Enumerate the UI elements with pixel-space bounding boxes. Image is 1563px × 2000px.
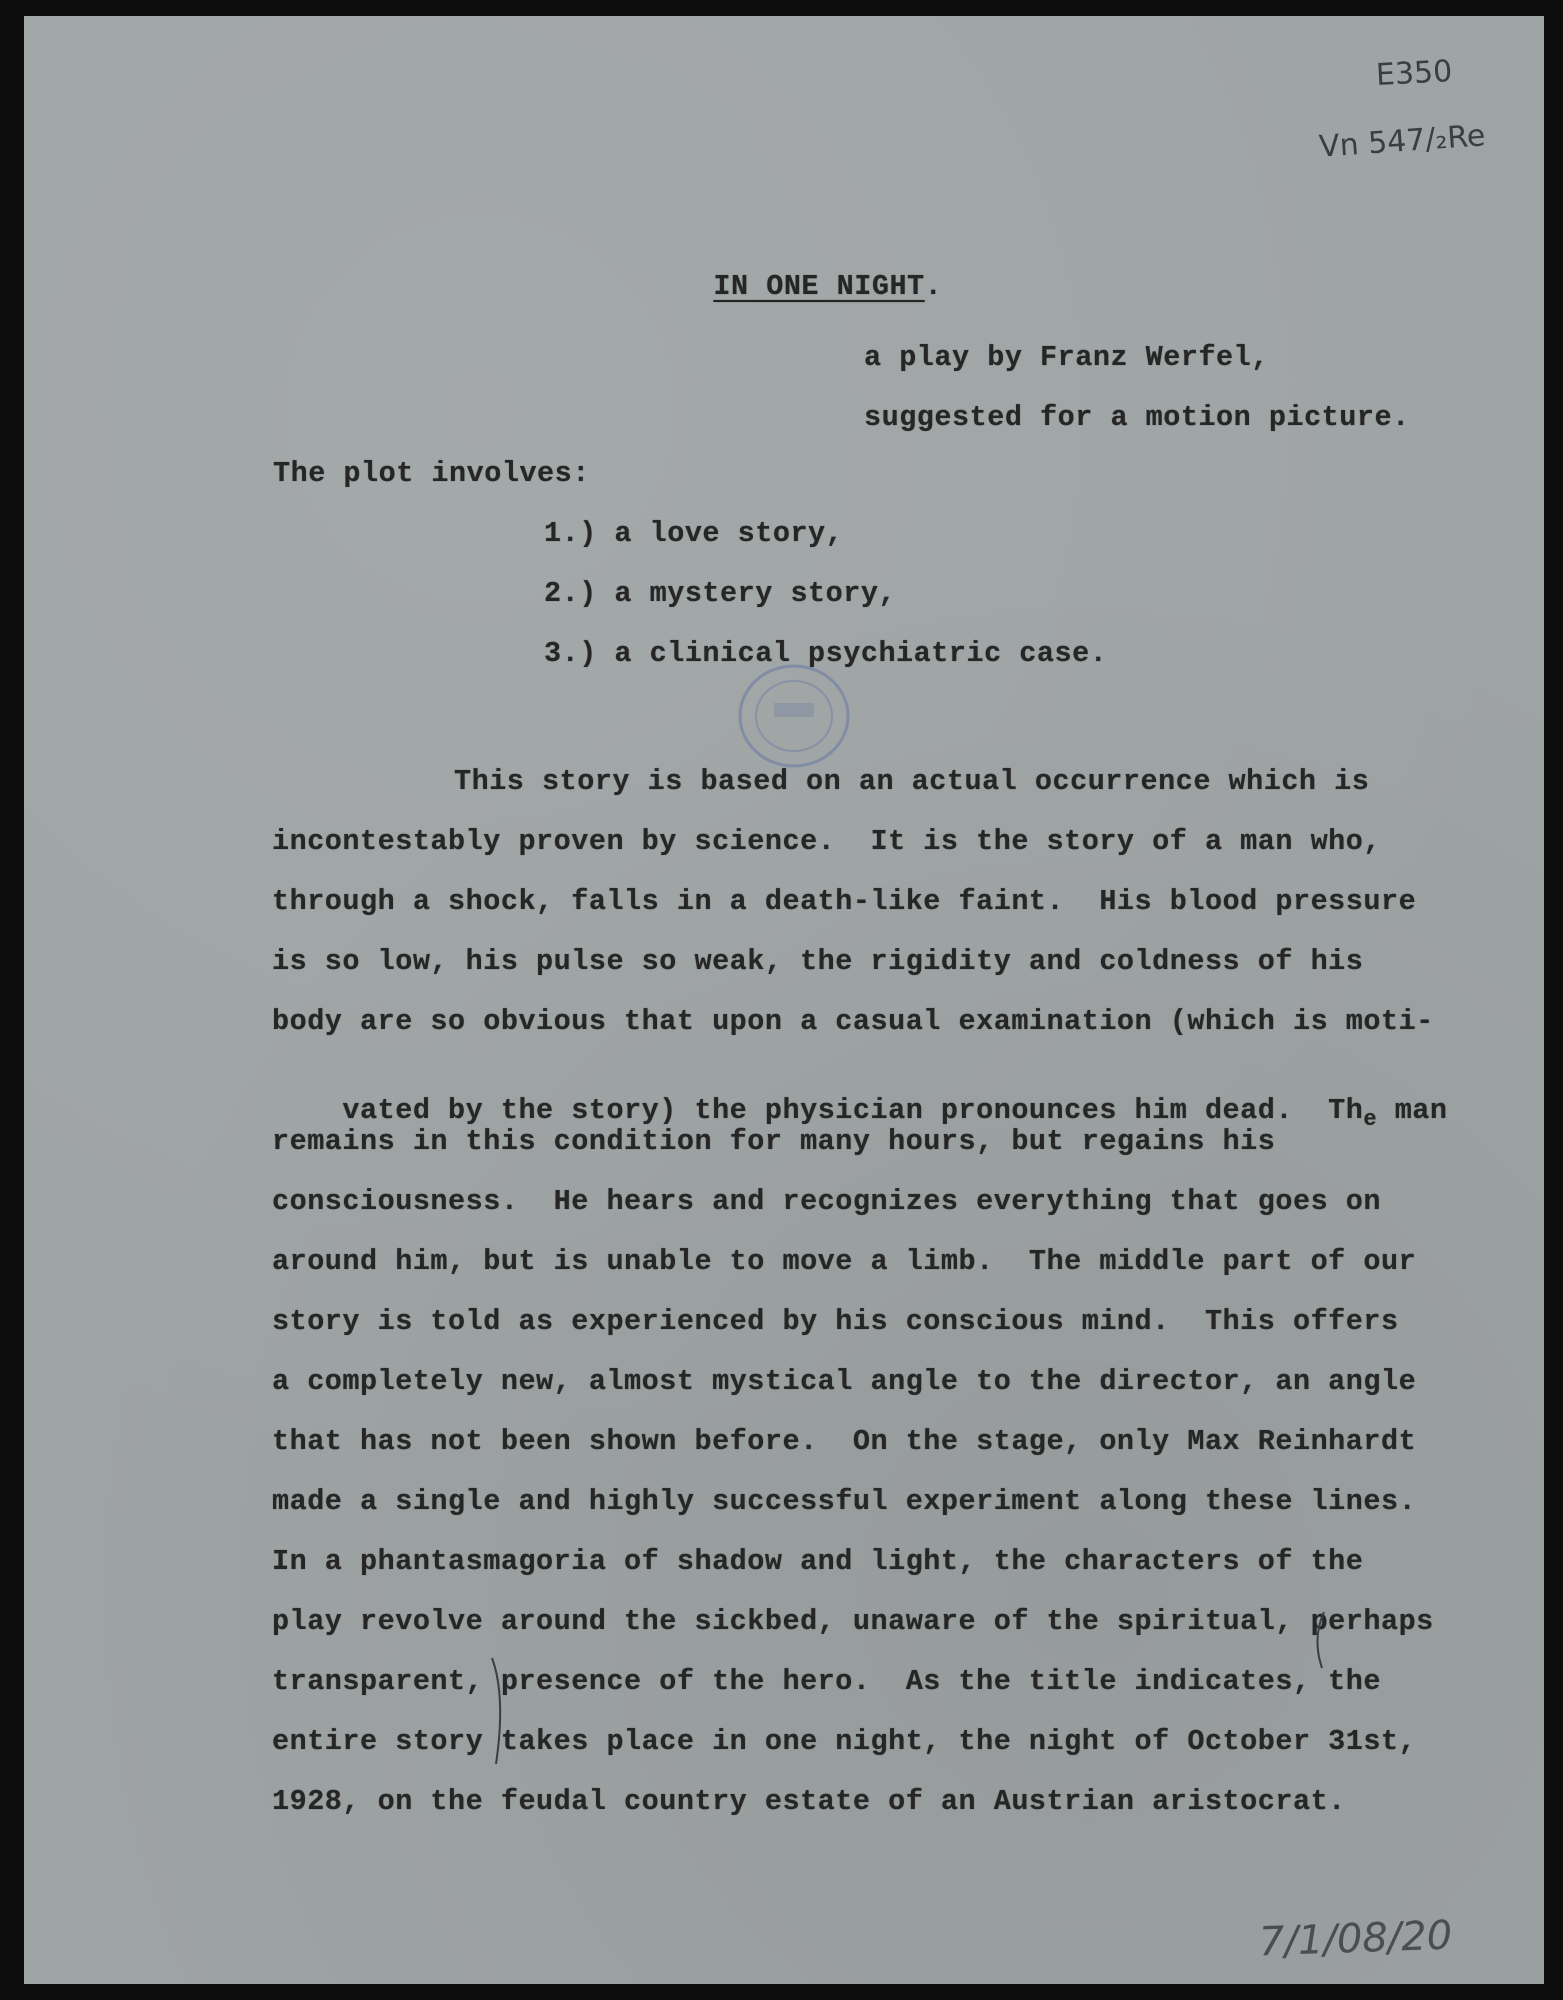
document-page xyxy=(24,16,1544,1984)
byline: a play by Franz Werfel, xyxy=(864,341,1269,374)
plot-item: 1.) a love story, xyxy=(544,517,844,550)
body-line-text: vated by the story) the physician pronounces him dead. Th xyxy=(342,1093,1364,1127)
body-line: through a shock, falls in a death-like faint. His blood pressure xyxy=(272,885,1417,918)
pencil-close-bracket xyxy=(488,1656,508,1766)
plot-intro: The plot involves: xyxy=(273,457,590,490)
body-line: around him, but is unable to move a limb. The middle part of our xyxy=(272,1245,1417,1278)
body-line: body are so obvious that upon a casual examination (which is moti- xyxy=(272,1005,1434,1038)
title-period: . xyxy=(924,269,943,303)
body-line: 1928, on the feudal country estate of an Austrian aristocrat. xyxy=(272,1785,1346,1818)
body-line: is so low, his pulse so weak, the rigidity and coldness of his xyxy=(272,945,1364,978)
body-line: transparent, presence of the hero. As the title indicates, the xyxy=(272,1665,1381,1698)
body-line: This story is based on an actual occurrence which is xyxy=(454,765,1370,798)
shelf-mark-note: Vn 547/₂Re xyxy=(1317,118,1487,165)
body-line-tail: man xyxy=(1377,1093,1448,1127)
body-line: incontestably proven by science. It is the story of a man who, xyxy=(272,825,1381,858)
body-line: entire story takes place in one night, the night of October 31st, xyxy=(272,1725,1417,1758)
body-line: a completely new, almost mystical angle to the director, an angle xyxy=(272,1365,1417,1398)
body-line: story is told as experienced by his conscious mind. This offers xyxy=(272,1305,1399,1338)
typed-subscript-e: e xyxy=(1363,1106,1378,1132)
body-line: consciousness. He hears and recognizes everything that goes on xyxy=(272,1185,1381,1218)
pencil-open-bracket xyxy=(1308,1610,1328,1670)
body-line: remains in this condition for many hours, but regains his xyxy=(272,1125,1276,1158)
document-title: IN ONE NIGHT xyxy=(713,269,925,303)
plot-item: 2.) a mystery story, xyxy=(544,577,897,610)
body-line: that has not been shown before. On the stage, only Max Reinhardt xyxy=(272,1425,1417,1458)
subline: suggested for a motion picture. xyxy=(864,401,1410,434)
body-line: play revolve around the sickbed, unaware of the spiritual, perhaps xyxy=(272,1605,1434,1638)
body-line: In a phantasmagoria of shadow and light, the characters of the xyxy=(272,1545,1364,1578)
plot-item: 3.) a clinical psychiatric case. xyxy=(544,637,1108,670)
archive-code-note: E350 xyxy=(1375,54,1454,93)
date-note: 7/1/08/20 xyxy=(1258,1912,1453,1966)
body-line: made a single and highly successful experiment along these lines. xyxy=(272,1485,1417,1518)
library-stamp xyxy=(734,661,854,771)
document-title-line xyxy=(643,244,942,330)
